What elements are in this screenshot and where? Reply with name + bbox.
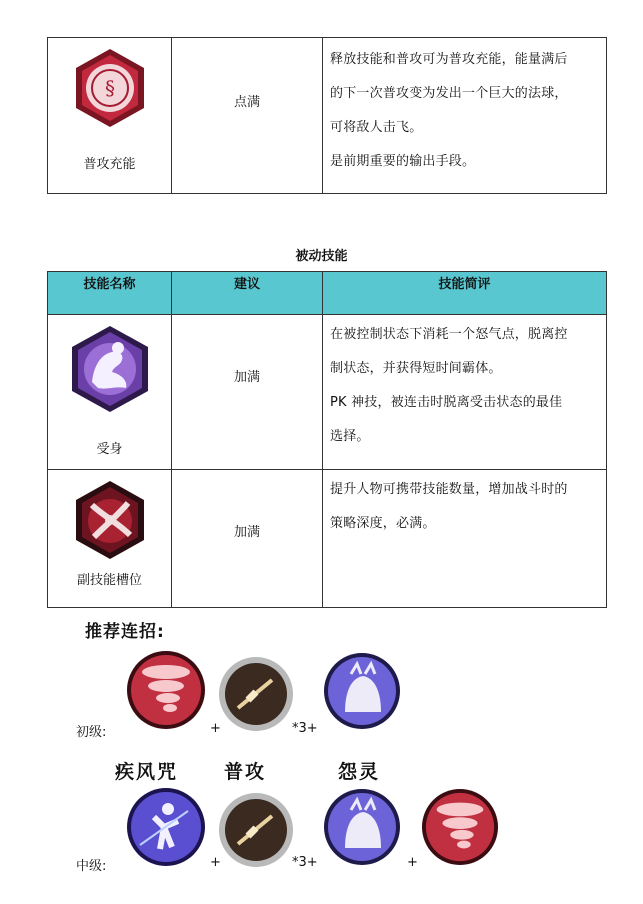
escape-skill-icon (126, 787, 206, 867)
skill-name-cell (48, 38, 172, 194)
desc-line: 在被控制状态下消耗一个怒气点，脱离控 (330, 327, 568, 342)
table-header-row (48, 272, 607, 315)
wraith-skill-icon (323, 652, 401, 730)
skill-advice: 点满 (233, 95, 260, 110)
combo-op: + (407, 855, 418, 870)
desc-line: 制状态，并获得短时间霸体。 (330, 361, 502, 376)
skill-advice-cell (172, 315, 323, 470)
skill-desc-cell (323, 470, 607, 608)
desc-line: PK 神技，被连击时脱离受击状态的最佳 (330, 395, 563, 410)
table-row (48, 38, 607, 194)
skill-advice-cell (172, 38, 323, 194)
column-header: 技能简评 (323, 272, 607, 315)
sword-attack-icon (218, 792, 294, 868)
skill-advice: 加满 (233, 370, 260, 385)
table-row (48, 315, 607, 470)
wraith-skill-icon (323, 788, 401, 866)
combo-level-label: 中级: (76, 859, 107, 874)
skill-name: 受身 (96, 442, 123, 457)
escape-figure-icon (68, 324, 152, 414)
svg-text:§: § (104, 76, 115, 100)
skill-name: 副技能槽位 (76, 573, 142, 588)
rune-hexagon-icon (72, 47, 148, 129)
whirlwind-skill-icon (421, 788, 499, 866)
combo-skill-name: 怨灵 (338, 761, 381, 783)
combo-skill-name: 疾风咒 (115, 761, 179, 783)
desc-line: 的下一次普攻变为发出一个巨大的法球， (330, 86, 568, 101)
table-row (48, 470, 607, 608)
skill-advice: 加满 (233, 525, 260, 540)
skill-name: 普攻充能 (83, 157, 136, 172)
skill-name-cell (48, 315, 172, 470)
passive-skill-table (47, 271, 607, 608)
combo-op: *3+ (292, 855, 318, 870)
skill-desc-cell (323, 38, 607, 194)
desc-line: 释放技能和普攻可为普攻充能，能量满后 (330, 52, 568, 67)
combo-op: + (210, 855, 221, 870)
desc-line: 策略深度，必满。 (330, 516, 436, 531)
combo-section-title: 推荐连招: (85, 622, 165, 642)
whirlwind-skill-icon (126, 650, 206, 730)
column-header: 建议 (172, 272, 323, 315)
column-header: 技能名称 (48, 272, 172, 315)
active-skill-table (47, 37, 607, 194)
desc-line: 提升人物可携带技能数量，增加战斗时的 (330, 482, 568, 497)
desc-line: 可将敌人击飞。 (330, 120, 423, 135)
combo-level-label: 初级: (76, 725, 107, 740)
skill-desc-cell (323, 315, 607, 470)
skill-advice-cell (172, 470, 323, 608)
desc-line: 选择。 (330, 429, 370, 444)
combo-op: *3+ (292, 721, 318, 736)
sword-attack-icon (218, 656, 294, 732)
combo-op: + (210, 721, 221, 736)
desc-line: 是前期重要的输出手段。 (330, 154, 476, 169)
chain-heart-icon (72, 479, 148, 561)
combo-skill-name: 普攻 (224, 761, 267, 783)
passive-section-title: 被动技能 (295, 249, 348, 264)
skill-name-cell (48, 470, 172, 608)
